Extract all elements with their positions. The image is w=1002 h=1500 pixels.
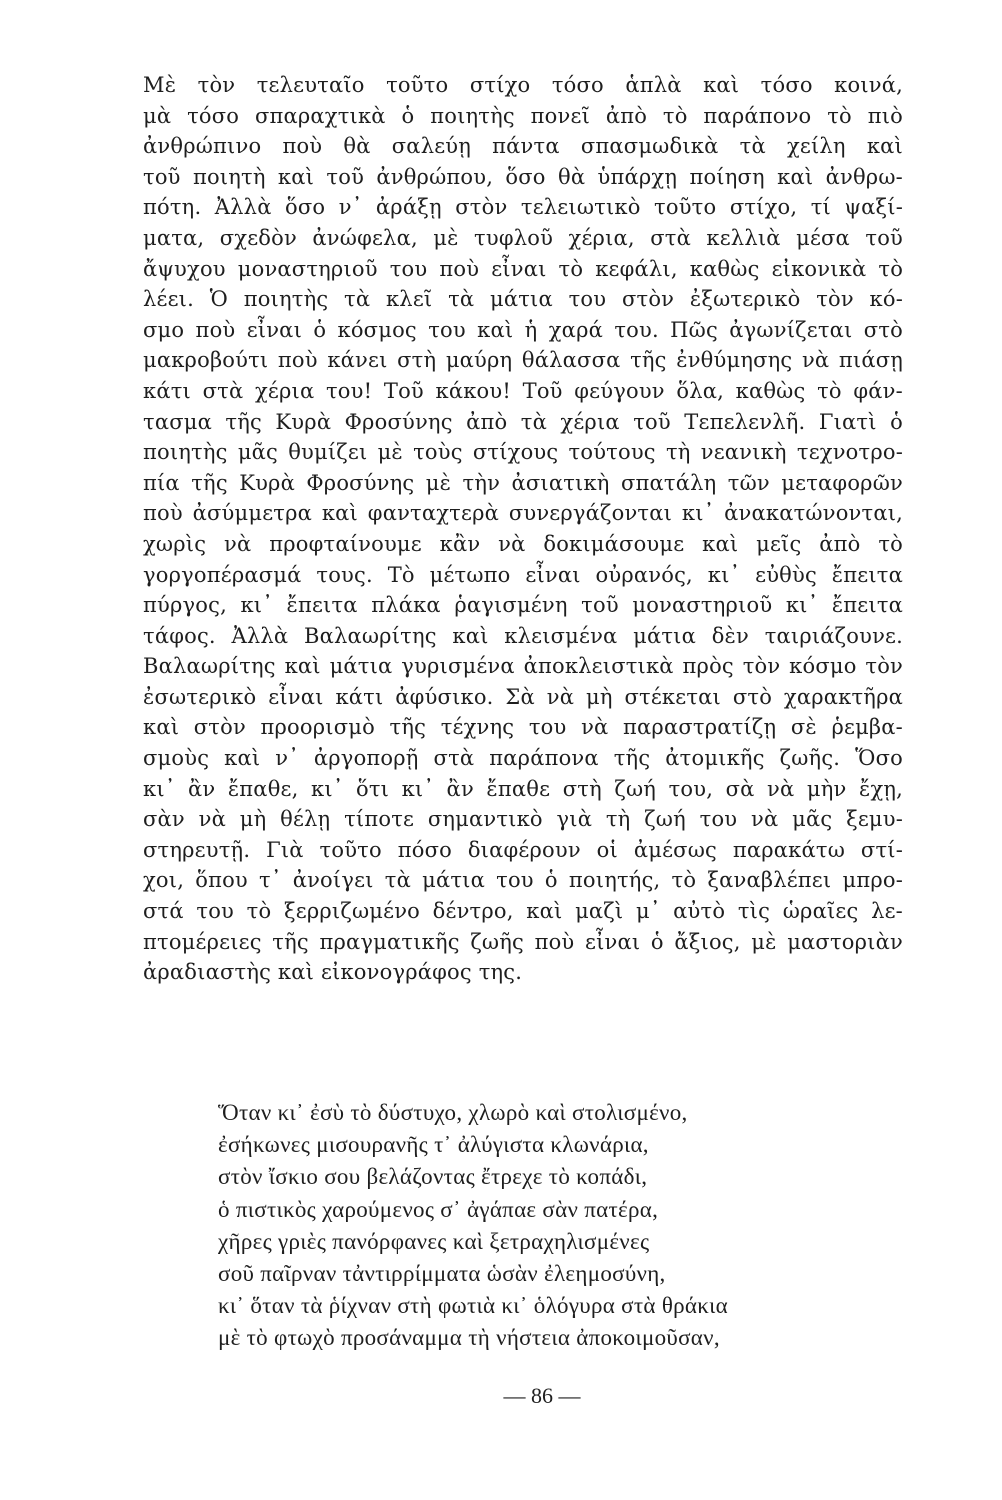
verse-line: ἐσήκωνες μισουρανῆς τ᾽ ἀλύγιστα κλωνάρια, [218, 1132, 649, 1158]
verse-line: στὸν ἴσκιο σου βελάζοντας ἔτρεχε τὸ κοπάδι, [218, 1164, 648, 1190]
text-line: τάφος. Ἀλλὰ Βαλαωρίτης καὶ κλεισμένα μάτια δὲν ταιριάζουνε. [143, 623, 903, 648]
text-line: πότη. Ἀλλὰ ὅσο ν᾽ ἀράξῃ στὸν τελειωτικὸ τοῦτο στίχο, τί ψαξί- [143, 195, 904, 220]
text-line: Μὲ τὸν τελευταῖο τοῦτο στίχο τόσο ἁπλὰ καὶ τόσο κοινά, [143, 73, 903, 97]
verse-line: μὲ τὸ φτωχὸ προσάναμμα τὴ νήστεια ἀποκοιμοῦσαν, [218, 1325, 720, 1351]
text-line: τοῦ ποιητὴ καὶ τοῦ ἀνθρώπου, ὅσο θὰ ὑπάρχῃ ποίηση καὶ ἀνθρω- [143, 164, 903, 189]
verse-line: κι᾽ ὅταν τὰ ῥίχναν στὴ φωτιὰ κι᾽ ὁλόγυρα στὰ θράκια [218, 1293, 728, 1319]
verse-line: ὁ πιστικὸς χαρούμενος σ᾽ ἀγάπαε σὰν πατέρα, [218, 1196, 659, 1222]
verse-line: χῆρες γριὲς πανόρφανες καὶ ξετραχηλισμένες [218, 1228, 650, 1254]
text-line: ἄψυχου μοναστηριοῦ του ποὺ εἶναι τὸ κεφάλι, καθὼς εἰκονικὰ τὸ [143, 256, 904, 281]
text-line: μακροβούτι ποὺ κάνει στὴ μαύρη θάλασσα τῆς ἐνθύμησης νὰ πιάσῃ [143, 348, 904, 373]
text-line: πία τῆς Κυρὰ Φροσύνης μὲ τὴν ἀσιατικὴ σπατάλη τῶν μεταφορῶν [143, 470, 904, 495]
verse-line: Ὅταν κι᾽ ἐσὺ τὸ δύστυχο, χλωρὸ καὶ στολισμένο, [218, 1100, 688, 1125]
text-line: πύργος, κι᾽ ἔπειτα πλάκα ῥαγισμένη τοῦ μοναστηριοῦ κι᾽ ἔπειτα [143, 593, 904, 618]
text-line: χωρὶς νὰ προφταίνουμε κἂν νὰ δοκιμάσουμε καὶ μεῖς ἀπὸ τὸ [143, 531, 903, 556]
text-line: ματα, σχεδὸν ἀνώφελα, μὲ τυφλοῦ χέρια, στὰ κελλιὰ μέσα τοῦ [143, 225, 904, 250]
text-line: ποὺ ἀσύμμετρα καὶ φανταχτερὰ συνεργάζονται κι᾽ ἀνακατώνονται, [143, 501, 904, 526]
text-line: γοργοπέρασμά τους. Τὸ μέτωπο εἶναι οὐρανός, κι᾽ εὐθὺς ἔπειτα [143, 562, 903, 587]
text-line: λέει. Ὁ ποιητὴς τὰ κλεῖ τὰ μάτια του στὸν ἐξωτερικὸ τὸν κό- [143, 287, 904, 312]
text-line: κι᾽ ἂν ἔπαθε, κι᾽ ὅτι κι᾽ ἂν ἔπαθε στὴ ζωή του, σὰ νὰ μὴν ἔχῃ, [143, 776, 904, 801]
text-line: χοι, ὅπου τ᾽ ἀνοίγει τὰ μάτια του ὁ ποιητής, τὸ ξαναβλέπει μπρο- [143, 868, 904, 893]
text-line: Βαλαωρίτης καὶ μάτια γυρισμένα ἀποκλειστικὰ πρὸς τὸν κόσμο τὸν [143, 654, 904, 679]
text-line: τασμα τῆς Κυρὰ Φροσύνης ἀπὸ τὰ χέρια τοῦ Τεπελενλῆ. Γιατὶ ὁ [143, 409, 903, 434]
text-line: κάτι στὰ χέρια του! Τοῦ κάκου! Τοῦ φεύγουν ὅλα, καθὼς τὸ φάν- [143, 378, 903, 403]
text-line: καὶ στὸν προορισμὸ τῆς τέχνης του νὰ παραστρατίζῃ σὲ ῥεμβα- [143, 715, 903, 740]
text-line: ἀνθρώπινο ποὺ θὰ σαλεύῃ πάντα σπασμωδικὰ τὰ χείλη καὶ [143, 134, 903, 159]
page-number: — 86 — [503, 1383, 581, 1408]
text-line: στηρευτῇ. Γιὰ τοῦτο πόσο διαφέρουν οἱ ἀμέσως παρακάτω στί- [143, 837, 903, 862]
text-line: σμο ποὺ εἶναι ὁ κόσμος του καὶ ἡ χαρά του. Πῶς ἀγωνίζεται στὸ [143, 317, 903, 342]
text-line: σμοὺς καὶ ν᾽ ἀργοπορῇ στὰ παράπονα τῆς ἀτομικῆς ζωῆς. Ὅσο [143, 746, 903, 771]
text-line: σὰν νὰ μὴ θέλῃ τίποτε σημαντικὸ γιὰ τὴ ζωή του νὰ μᾶς ξεμυ- [143, 807, 904, 832]
text-line: πτομέρειες τῆς πραγματικῆς ζωῆς ποὺ εἶναι ὁ ἄξιος, μὲ μαστοριὰν [143, 929, 903, 954]
prose-paragraph [143, 70, 905, 988]
verse-line: σοῦ παῖρναν τἀντιρρίμματα ὡσὰν ἐλεημοσύνη, [218, 1260, 666, 1286]
text-line: στά του τὸ ξερριζωμένο δέντρο, καὶ μαζὶ μ᾽ αὐτὸ τὶς ὡραῖες λε- [143, 899, 903, 924]
text-line: ἀραδιαστὴς καὶ εἰκονογράφος της. [143, 960, 523, 985]
text-line: ἐσωτερικὸ εἶναι κάτι ἀφύσικο. Σὰ νὰ μὴ στέκεται στὸ χαρακτῆρα [143, 684, 904, 709]
text-line: ποιητὴς μᾶς θυμίζει μὲ τοὺς στίχους τούτους τὴ νεανικὴ τεχνοτρο- [143, 440, 904, 465]
text-line: μὰ τόσο σπαραχτικὰ ὁ ποιητὴς πονεῖ ἀπὸ τὸ παράπονο τὸ πιὸ [143, 103, 904, 128]
poem-excerpt [218, 1097, 728, 1355]
